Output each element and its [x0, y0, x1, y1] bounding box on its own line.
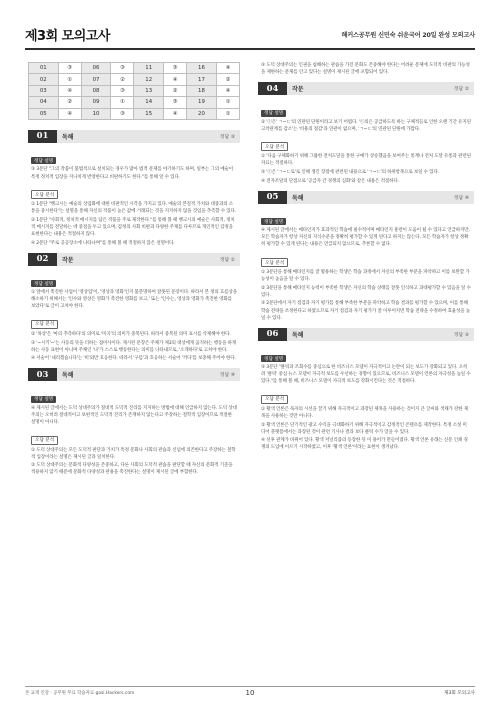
explanation-section — [28, 253, 240, 363]
question-number: 19 — [187, 97, 217, 108]
explanation-text: ④ 전자조달의 단점으로 '공급자 간 경쟁의 심화'와 같은 내용은 적절하다. — [261, 178, 399, 184]
answer-choice: ② — [216, 74, 239, 85]
explanation-text: ③ 도덕 상대주의는 인권을 침해하는 관습을 가진 문화도 존중해야 한다는 어려운 문제에 도덕적 비판의 가능성을 제한하는 문제를 안고 있다는 설명이 제시된 글에 포함되어 있다. — [261, 63, 470, 76]
question-number: 16 — [187, 63, 217, 74]
answer-choice: ④ — [216, 85, 239, 96]
correct-answer-label: 정답 ④ — [453, 195, 469, 201]
question-type: 독해 — [62, 133, 74, 141]
explanation-text: ② 1문단 "사회적, 정치적 메시지를 담은 작품을 주로 제작한다."를 통해 볼 때 뱅크시의 예술은 사회적, 정치적 메시지를 전달하는 데 중점을 두고 있으며, 감정의 사회 비판과 다양한 주제를 다루므로 개인적인 감정을 표현한다는 내용은 적절하지 않다. — [31, 217, 235, 238]
answer-explanation-tag: 정답 설명 — [31, 396, 56, 403]
question-number: 10 — [81, 108, 111, 119]
page-footer — [25, 686, 475, 698]
answer-choice: ④ — [164, 108, 187, 119]
answer-explanation-tag: 정답 설명 — [261, 355, 286, 362]
book-title: 해커스공무원 신민숙 쉬운국어 20일 완성 모의고사 — [341, 32, 475, 39]
answer-explanation-tag: 정답 설명 — [261, 110, 286, 117]
answer-choice: ① — [111, 97, 134, 108]
answer-choice: ③ — [111, 108, 134, 119]
question-number: 17 — [187, 74, 217, 85]
explanation-text: ④ 제시된 글에서는 도덕 상대주의가 절대적 도덕적 진리를 지지하는 방법에 대해 언급하지 않는다. 도덕 상대주의는 오히려 절대적이고 보편적인 도덕적 진리가 존재하지 않는다고 주장하는 철학적 입장이므로 적절한 설명이 아니다. — [31, 405, 237, 426]
question-number-box: 01 — [28, 130, 57, 143]
question-type: 독해 — [292, 194, 304, 202]
answer-choice: ② — [111, 74, 134, 85]
question-type: 독해 — [292, 331, 304, 339]
footer-source: 본 교재 인강 · 공무원 무료 학습자료 gosi.Hackers.com — [25, 690, 135, 696]
wrong-answer-analysis-tag: 오답 분석 — [31, 190, 58, 199]
question-number: 11 — [134, 63, 164, 74]
explanation-text: ② '목상'은 '마의 추측하다'의 의미로 '미곡'의 의미가 중복된다. 따라서 중복된 의미 표시를 삭제해야 한다. — [31, 331, 231, 337]
correct-answer-label: 정답 ④ — [219, 373, 235, 379]
answer-choice: ④ — [164, 74, 187, 85]
wrong-answer-analysis-tag: 오답 분석 — [261, 258, 288, 267]
section-header — [28, 253, 240, 266]
answer-explanation-tag: 정답 설명 — [31, 157, 56, 164]
section-header — [28, 130, 240, 143]
answer-choice: ③ — [164, 97, 187, 108]
exam-title: 제3회 모의고사 — [25, 29, 110, 44]
answer-choice: ① — [216, 108, 239, 119]
answer-row — [29, 97, 240, 108]
answer-row — [29, 108, 240, 119]
answer-row — [29, 85, 240, 96]
explanation-section — [258, 62, 474, 76]
page-header — [25, 24, 475, 50]
section-bar — [57, 253, 240, 266]
explanation-text: ④ 제시된 글에서는 메타인지가 효과적인 학습에 필수적이며 메타인지 훈련이 도움이 될 수 있다고 언급하지만, 모든 학습자가 항상 자신의 지식수준을 정확히 평가할 수 있게 된다고 하지는 않는다. 모든 학습자가 항상 정확히 평가할 수 있게 된다는 내용은 언급되지 않으므로, 추론할 수 없다. — [261, 228, 470, 248]
correct-answer-label: 정답 ② — [453, 87, 469, 93]
question-type: 작문 — [62, 256, 74, 264]
question-number: 08 — [81, 85, 111, 96]
question-number: 09 — [81, 97, 111, 108]
explanation-text: ③ 'ⓒ은 'ㄱ~ㄷ로'로 인해 생긴 장점에 관련된 내용으로 'ㄱ~ㄷ'의 하위항목으로 보일 수 있다. — [261, 170, 439, 176]
explanation-text: ② 도덕 상대주의는 문화적 다양성을 존중하고, 다른 사회의 도덕적 관습을 판단할 때 자신의 문화적 기준을 적용하지 않기 때문에 문화적 다양성과 관용을 촉진한다는 설명이 제시된 글에 부합한다. — [31, 463, 233, 476]
answer-table — [28, 62, 240, 120]
explanation-text: ② 3문단을 통해 메타인지 능력이 부족한 학생은 자신의 학습 상태를 잘못 인식하고 과대평가할 수 있음을 알 수 있다. — [261, 285, 471, 298]
answer-choice: ③ — [164, 63, 187, 74]
explanation-text: ④ 서술어 '내리겠습니다'는 '비'와만 호응한다. 따라서 '구름'과 호응하는 서술어 '끼다'를 보충해 주어야 한다. — [31, 356, 236, 362]
section-header — [258, 328, 474, 341]
question-number: 04 — [29, 97, 59, 108]
explanation-text: ③ 2문단에서 자기 점검과 자기 평가를 통해 부족한 부분을 파악하고 학습 결과를 평가할 수 있으며, 이를 통해 학습 전략을 조정한다고 하였으므로 자기 점검과 자기 평가가 잘 이루어지면 학습 전략을 수정하여 효율성을 높일 수 있다. — [261, 301, 471, 321]
answer-choice: ④ — [58, 108, 81, 119]
answer-choice: ④ — [58, 85, 81, 96]
question-number: 13 — [134, 85, 164, 96]
explanation-text: ④ 선후 관계가 바뀌어 있다. 황색 저널리즘의 등장한 뒤 이 용어가 만들어졌다. 황색 언론 유래는 신문 인쇄 경쟁의 도입에 이르기 시작하였고, 이후 '황색 언론'이라는 표현이 생겨났다. — [261, 438, 468, 451]
section-bar — [287, 191, 474, 204]
question-number: 15 — [134, 108, 164, 119]
explanation-text: ③ 3문단 "그의 작품이 불법적으로 설치되는 경우가 많아 법적 문제를 야기하기도 하며, 일부는 그의 예술이 특정 정치적 입장을 지나치게 반영한다고 비판하기도 한다."를 통해 알 수 있다. — [31, 167, 233, 180]
section-header — [258, 191, 474, 204]
section-bar — [57, 130, 240, 143]
explanation-section — [28, 368, 240, 476]
section-bar — [287, 328, 474, 341]
explanation-section — [258, 328, 474, 452]
answer-choice: ② — [164, 85, 187, 96]
explanation-text: ③ 3문단 "클릭과 조회수를 중심으로 한 비즈니스 모델이 자극적이고 논란이 되는 보도가 강화되고 있다. 오히려 '클릭' 중심 뉴스 모델이 자극적 보도를 우선하는 경향이 있으므로, 비즈니스 모델이 언론의 자극성을 높일 수 있다."를 통해 볼 때, 비즈니스 모델이 자극적 보도를 강화시킨다는 것은 적절하다. — [261, 365, 471, 385]
answer-choice: ③ — [111, 85, 134, 96]
left-column — [28, 62, 240, 483]
page-number: 10 — [245, 688, 255, 697]
question-number-box: 03 — [28, 368, 57, 381]
answer-row — [29, 74, 240, 85]
wrong-answer-analysis-tag: 오답 분석 — [31, 320, 58, 329]
question-number: 14 — [134, 97, 164, 108]
explanation-text: ① '다음 구체화하기 위해 그룹한 전처도달을 통한 구매가 상승했음을 보여주는 통계나 전처 도달 유통과 관련된 자료는 적절하다. — [261, 154, 471, 167]
section-header — [258, 82, 474, 95]
explanation-text: ③ '~시키'~'는 사동의 뜻을 더하는 접미사이다. 제시된 문장은 주체가 제3의 대상에게 움직하는 행동을 하게 하는 사동 표현이 아니며 주체인 '나'가 스스로 행동한다는 의미를 나타내므로, '소개하다'로 고쳐야 한다. — [31, 340, 237, 353]
question-number: 20 — [187, 108, 217, 119]
correct-answer-label: 정답 ③ — [453, 332, 469, 338]
explanation-text: ① 앞에서 촉진한 사업이 '영상업'이, '영상과 영화'인지 불분명하여 잘못된 문장이다. 따라서 본 정의 흐름상을 해소하기 위해서는 '인수와 영상은 영화가 촉진한 영화를 보고,' 또는 '인수는, 영상과 영화가 촉진한 영화를 보았다'로 글이 고쳐야 한다. — [31, 290, 237, 310]
question-number-box: 02 — [28, 253, 57, 266]
section-bar — [57, 368, 240, 381]
explanation-text: ① 황색 언론은 독자의 시선을 끌기 위해 자극적이고 과장된 제목을 사용하는 것이지 큰 글씨와 색채가 강한 제목을 사용하는 것만 아니다. — [261, 406, 469, 420]
explanation-section — [258, 191, 474, 322]
question-number-box: 06 — [258, 328, 287, 341]
question-number: 06 — [81, 63, 111, 74]
answer-choice: ② — [58, 97, 81, 108]
question-number: 07 — [81, 74, 111, 85]
explanation-section — [258, 82, 474, 185]
question-number: 18 — [187, 85, 217, 96]
footer-section: 제3회 모의고사 — [443, 690, 475, 696]
question-type: 독해 — [62, 372, 74, 380]
question-number: 12 — [134, 74, 164, 85]
explanation-text: ① 3문단을 통해 메타인지를 잘 활용하는 학생은 학습 과정에서 자신의 부족한 부분을 파악하고 이를 보완할 가능성이 높음을 알 수 있다. — [261, 270, 470, 283]
wrong-answer-analysis-tag: 오답 분석 — [31, 436, 58, 445]
question-number-box: 05 — [258, 191, 287, 204]
right-column — [258, 62, 474, 458]
section-header — [28, 368, 240, 381]
explanation-text: ② 황색 언론은 단기적인 광고 수익을 극대화하기 위해 자극적이고 감정적인 콘텐츠를 제작한다. 특정 소셜 미디어 플랫폼에서는 과장된 것이 관련 기사나 결과 보다 클릭 수가 얻을 수 있다. — [261, 422, 467, 435]
question-type: 작문 — [292, 86, 304, 94]
question-number: 02 — [29, 74, 59, 85]
question-number-box: 04 — [258, 82, 287, 95]
answer-choice: ① — [216, 97, 239, 108]
explanation-text: ④ 2문단 "주로 공공장소에 나타나며"를 통해 볼 때 적절하지 않은 설명이다. — [31, 240, 175, 246]
explanation-text: ② 'ⓒ은' ㄱ~ㄷ'의 연관된 단원이라고 보기 어렵다. 'ⓒ의은 공급하도록 하는 구체적들로 인한 오랜 기간 유지된 고착관계를 감소'는 '비용의 절감'과 연관이 없으며, 'ㄱ~ㄷ'의 연관된 단원에 가깝다. — [261, 119, 471, 132]
section-bar — [287, 82, 474, 95]
wrong-answer-analysis-tag: 오답 분석 — [261, 395, 288, 404]
correct-answer-label: 정답 ① — [219, 257, 235, 263]
answer-explanation-tag: 정답 설명 — [261, 218, 286, 225]
wrong-answer-analysis-tag: 오답 분석 — [261, 142, 288, 151]
correct-answer-label: 정답 ③ — [219, 134, 235, 140]
answer-choice: ④ — [216, 63, 239, 74]
explanation-text: ① 도덕 상대주의는 모든 도덕적 판단과 가치가 특정 문화나 사회의 관습과 신념에 의존한다고 주장하는 철학적 입장이라는 설명은 제시된 글과 일치한다. — [31, 447, 236, 460]
answer-explanation-tag: 정답 설명 — [31, 280, 56, 287]
explanation-text: ① 1문단 "뱅크시는 예술의 상업화에 대한 비판적인 시각을 가지고 있다. 예술의 본질적 가치와 대중과의 소통을 중시한다"는 설명을 통해 자신의 작품이 높은 값에 거래되는 것을 지지하지 않을 것임을 추측할 수 있다. — [31, 202, 237, 215]
question-number: 01 — [29, 63, 59, 74]
explanation-section — [28, 130, 240, 247]
question-number: 05 — [29, 108, 59, 119]
answer-choice: ① — [58, 74, 81, 85]
answer-choice: ③ — [111, 63, 134, 74]
answer-row — [29, 63, 240, 74]
question-number: 03 — [29, 85, 59, 96]
answer-choice: ③ — [58, 63, 81, 74]
